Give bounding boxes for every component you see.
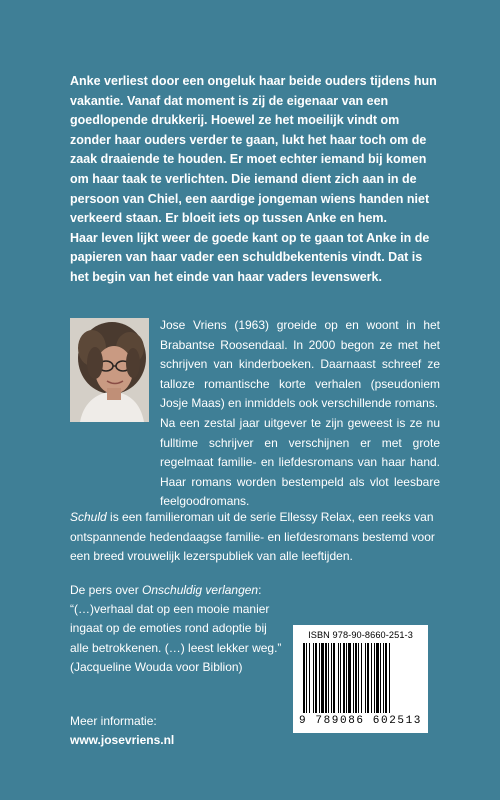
barcode-bar (365, 643, 366, 713)
barcode-bar (343, 643, 345, 713)
barcode-bar (361, 643, 362, 713)
book-title: Schuld (70, 510, 107, 524)
barcode-bar (380, 643, 381, 713)
more-info-label: Meer informatie: (70, 714, 157, 728)
barcode-bar (348, 643, 351, 713)
barcode-bar (358, 643, 359, 713)
quote-line: alle betrokkenen. (…) leest lekker weg.” (70, 640, 282, 655)
barcode-bar (313, 643, 314, 713)
barcode-icon (303, 643, 418, 715)
blurb-paragraph-2: Haar leven lijkt weer de goede kant op te gaan tot Anke in de papieren van haar vader een schuldbekentenis vindt. Dat is het begin van het einde van haar vaders levenswerk. (70, 230, 430, 284)
quote-line: ingaat op de emoties rond adoptie bij (70, 621, 267, 636)
barcode-bar (333, 643, 335, 713)
barcode-bar (303, 643, 305, 713)
website-link[interactable]: www.josevriens.nl (70, 733, 175, 747)
barcode-bar (306, 643, 307, 713)
barcode-bar (328, 643, 329, 713)
barcode-bar (376, 643, 379, 713)
isbn-label: ISBN 978-90-8660-251-3 (308, 630, 413, 640)
barcode-bar (315, 643, 317, 713)
barcode-bar (385, 643, 387, 713)
series-text: is een familieroman uit de serie Ellessy Relax, een reeks van ontspannende hedendaagse familie- en liefdesromans bestemd voor een breed vrouwelijk lezerspubliek van alle leeftijden. (70, 510, 435, 564)
press-intro-line (70, 581, 290, 600)
press-quote (70, 581, 290, 677)
barcode-digits: 9 789086 602513 (298, 715, 423, 727)
press-intro: De pers over (70, 583, 143, 597)
barcode-bar (371, 643, 372, 713)
author-portrait-icon (70, 318, 149, 422)
quote-source: (Jacqueline Wouda voor Biblion) (70, 659, 243, 674)
barcode-bar (340, 643, 341, 713)
barcode-bar (355, 643, 357, 713)
isbn-barcode (293, 625, 428, 733)
barcode-bar (367, 643, 369, 713)
barcode-bar (338, 643, 339, 713)
author-bio: Jose Vriens (1963) groeide op en woont in het Brabantse Roosendaal. In 2000 begon ze met het schrijven van kinderboeken. Daarnaast schreef ze talloze romantische korte verhalen (pseudoniem Josje Maas) en inmiddels ook verschillende romans. (160, 318, 440, 411)
barcode-bar (383, 643, 384, 713)
barcode-bar (309, 643, 310, 713)
author-bio-continued: Na een zestal jaar uitgever te zijn geweest is ze nu fulltime schrijver en verschijnen er met grote regelmaat familie- en liefdesromans van haar hand. Haar romans worden bestempeld als vlot leesbare feelgoodromans. (160, 416, 440, 509)
blurb-paragraph-1: Anke verliest door een ongeluk haar beide ouders tijdens hun vakantie. Vanaf dat moment is zij de eigenaar van een goedlopende drukkerij. Hoewel ze het moeilijk vindt om zonder haar ouders verder te gaan, lukt het haar toch om de zaak draaiende te houden. Er moet echter iemand bij komen om haar taak te verlichten. Die iemand dient zich aan in de persoon van Chiel, een aardige jongeman wiens handen niet verkeerd staan. Er bloeit iets op tussen Anke en hem. (70, 74, 437, 226)
barcode-bar (374, 643, 375, 713)
barcode-bar (319, 643, 320, 713)
author-photo (70, 318, 149, 422)
barcode-bar (353, 643, 354, 713)
series-description (70, 508, 442, 567)
press-colon: : (258, 583, 262, 597)
barcode-bar (321, 643, 324, 713)
barcode-bar (346, 643, 347, 713)
back-cover-blurb (70, 72, 440, 288)
barcode-bar (325, 643, 327, 713)
press-book-title: Onschuldig verlangen (142, 583, 259, 597)
barcode-bar (331, 643, 332, 713)
barcode-bar (389, 643, 390, 713)
quote-line: “(…)verhaal dat op een mooie manier (70, 602, 270, 617)
